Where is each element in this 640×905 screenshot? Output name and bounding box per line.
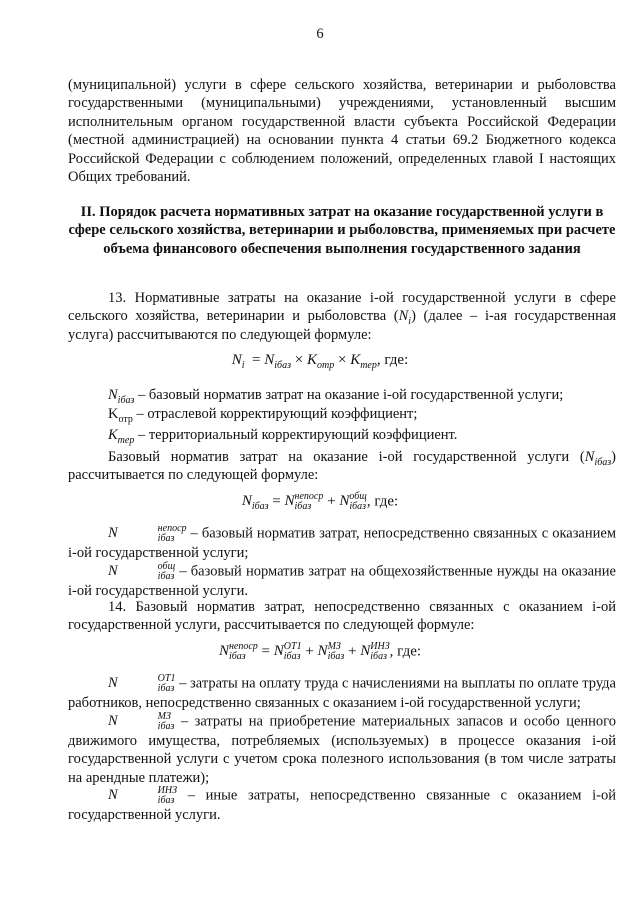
- paragraph-14: 14. Базовый норматив затрат, непосредственно связанных с оказанием i-ой государственной услуги, рассчитывается по следующей формуле:: [68, 599, 616, 634]
- paragraph-13: [68, 289, 616, 344]
- section-heading: II. Порядок расчета нормативных затрат на оказание государственной услуги в сфере сельского хозяйства, ветеринарии и рыболовства, применяемых при расчете объема финансового обеспечения выполнения государственного задания: [68, 204, 616, 257]
- definition-inz: N ИНЗ iбаз – иные затраты, непосредственно связанные с оказанием i-ой государственной услуги.: [68, 785, 616, 823]
- formula-1: $N_i = N_{iбаз} \times K_{отр} \times K_{тер}$, где:: [231, 352, 409, 371]
- page-number: 6: [316, 26, 324, 42]
- definition-neposr: N непоср iбаз – базовый норматив затрат, непосредственно связанных с оказанием i-ой государственной услуги;: [68, 523, 616, 561]
- intro-paragraph: (муниципальной) услуги в сфере сельского хозяйства, ветеринарии и рыболовства государственными (муниципальными) учреждениями, установленный высшим исполнительным органом государственной власти субъекта Российской Федерации (местной администрацией) на основании пункта 4 статьи 69.2 Бюджетного кодекса Российской Федерации с соблюдением положений, определенных главой I настоящих Общих требований.: [68, 77, 616, 186]
- definition-kotr: $K_{отр}$ – отраслевой корректирующий коэффициент;: [108, 406, 418, 425]
- formula-3: N непоср iбаз = N ОТ1 iбаз + N МЗ iбаз + N ИНЗ iбаз , где:: [218, 641, 422, 662]
- definition-nbaz: $N_{iбаз}$ – базовый норматив затрат на оказание i-ой государственной услуги;: [108, 387, 564, 406]
- definition-obsh: N общ iбаз – базовый норматив затрат на общехозяйственные нужды на оказание i-ой государственной услуги.: [68, 561, 616, 599]
- definition-kter: $K_{тер}$ – территориальный корректирующий коэффициент.: [108, 427, 458, 446]
- p13-text-a: 13. Нормативные затраты на оказание i-ой государственной услуги в сфере сельского хозяйства, ветеринарии и рыболовства (: [68, 290, 616, 325]
- definition-ot1: N ОТ1 iбаз – затраты на оплату труда с начислениями на выплаты по оплате труда работников, непосредственно связанных с оказанием i-ой государственной услуги;: [68, 673, 616, 711]
- p13-text-b: ) (далее – i-ая государственная услуга) рассчитываются по следующей формуле:: [68, 308, 616, 343]
- formula-2: $N_{iбаз} = N$ непоср iбаз + N общ iбаз , где:: [241, 491, 399, 513]
- definition-mz: N МЗ iбаз – затраты на приобретение материальных запасов и особо ценного движимого имущества, потребляемых (используемых) в процессе оказания i-ой государственной услуги с учетом срока полезного использования (в том числе затраты на арендные платежи);: [68, 711, 616, 786]
- symbol-ni: $N_i$: [398, 308, 412, 328]
- paragraph-base-norm: Базовый норматив затрат на оказание i-ой государственной услуги $(N_{iбаз})$ рассчитывается по следующей формуле:: [68, 449, 616, 484]
